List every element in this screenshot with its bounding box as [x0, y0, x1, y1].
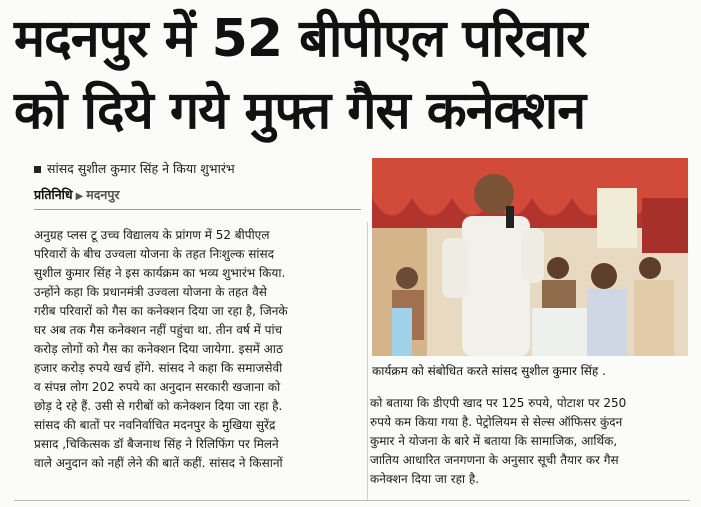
- byline: [34, 186, 120, 203]
- body-line: कनेक्शन दिया जा रहा है.: [370, 472, 480, 486]
- body-line: सुशील कुमार सिंह ने इस कार्यक्रम का भव्य शुभारंभ किया.: [34, 266, 286, 280]
- body-line: प्रसाद ,चिकित्सक डॉ बैजनाथ सिंह ने रिलिफिंग पर मिलने: [34, 437, 279, 451]
- byline-place: मदनपुर: [86, 187, 120, 202]
- body-line: रुपये कम किया गया है. पेट्रोलियम से सेल्स ऑफिसर कुंदन: [370, 415, 623, 429]
- square-bullet-icon: [34, 166, 41, 173]
- body-line: कुमार ने योजना के बारे में बताया कि सामाजिक, आर्थिक,: [370, 434, 618, 448]
- body-line: छोड़ दे रहे हैं. उसी से गरीबों को कनेक्शन दिया जा रहा है.: [34, 399, 283, 413]
- body-line: वाले अनुदान को नहीं लेने की बातें कहीं. सांसद ने किसानों: [34, 456, 283, 470]
- body-line: हजार करोड़ रुपये खर्च होंगे. सांसद ने कहा कि समाजसेवी: [34, 361, 283, 375]
- speaker-photo-illustration: [372, 158, 688, 356]
- article-body-left: [34, 226, 364, 473]
- body-line: को बताया कि डीएपी खाद पर 125 रुपये, पोटाश पर 250: [370, 396, 627, 410]
- byline-label: प्रतिनिधि: [34, 187, 73, 202]
- subheadline-text: सांसद सुशील कुमार सिंह ने किया शुभारंभ: [47, 161, 235, 176]
- body-line: घर अब तक गैस कनेक्शन नहीं पहुंचा था. तीन वर्ष में पांच: [34, 323, 283, 337]
- body-line: करोड़ लोगों को गैस का कनेक्शन दिया जायेगा. इसमें आठ: [34, 342, 283, 356]
- subheadline: [34, 160, 235, 177]
- news-photo: [372, 158, 688, 356]
- triangle-right-icon: ▶: [75, 191, 84, 202]
- body-line: परिवारों के बीच उज्वला योजना के तहत निःशुल्क सांसद: [34, 247, 274, 261]
- body-line: उन्होंने कहा कि प्रधानमंत्री उज्वला योजना के तहत वैसे: [34, 285, 267, 299]
- headline-line-1: मदनपुर में 52 बीपीएल परिवार: [14, 9, 587, 69]
- photo-caption: कार्यक्रम को संबोधित करते सांसद सुशील कुमार सिंह .: [372, 364, 606, 378]
- headline-line-2: को दिये गये मुफ्त गैस कनेक्शन: [14, 81, 586, 141]
- article-body-right: [370, 394, 688, 489]
- column-divider: [367, 222, 368, 500]
- body-line: सांसद की बातों पर नवनिर्वाचित मदनपुर के मुखिया सुरेंद्र: [34, 418, 276, 432]
- byline-divider: [34, 209, 361, 210]
- body-line: व संपन्न लोग 202 रुपये का अनुदान सरकारी खजाना को: [34, 380, 281, 394]
- body-line: गरीब परिवारों को गैस का कनेक्शन दिया जा रहा है, जिनके: [34, 304, 288, 318]
- body-line: जातिय आधारित जनगणना के अनुसार सूची तैयार कर गैस: [370, 453, 619, 467]
- bottom-divider: [14, 500, 690, 501]
- body-line: अनुग्रह प्लस टू उच्च विद्यालय के प्रांगण में 52 बीपीएल: [34, 228, 270, 242]
